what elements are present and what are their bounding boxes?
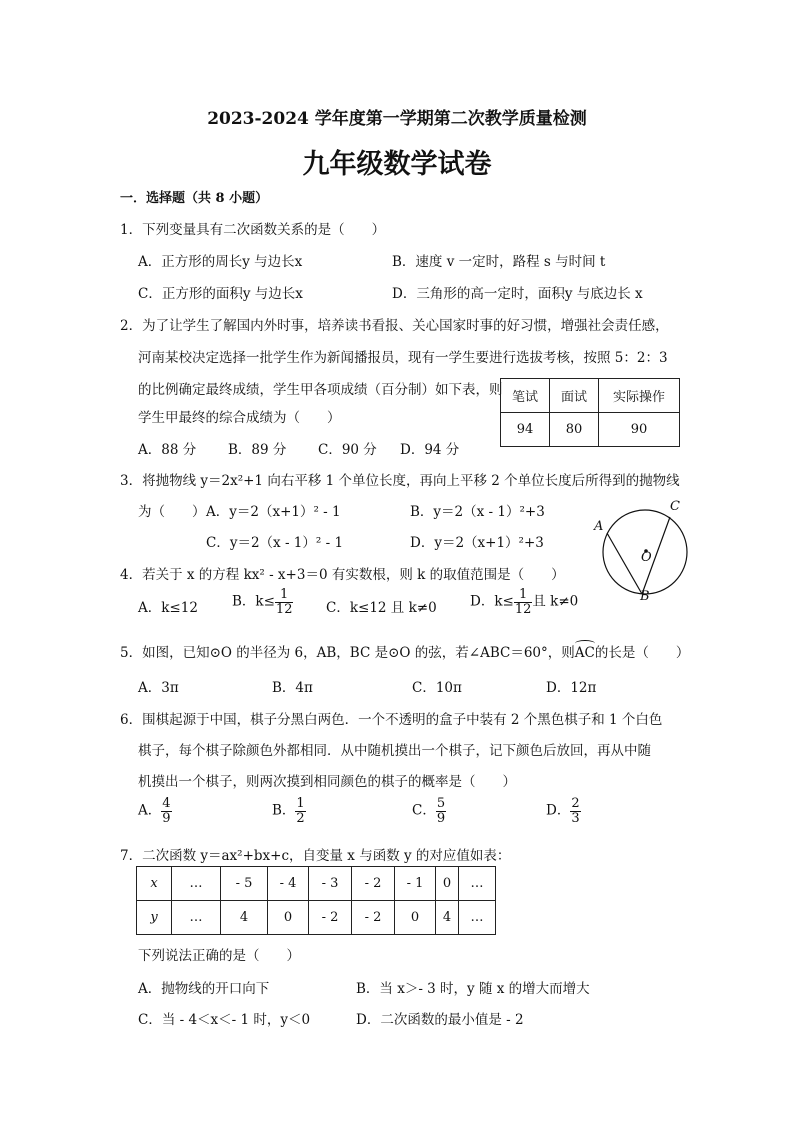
exam-subtitle: 九年级数学试卷 — [302, 149, 492, 180]
q6-b-label: B． — [272, 802, 296, 819]
table-cell: - 1 — [395, 867, 436, 901]
q2-line2: 河南某校决定选择一批学生作为新闻播报员，现有一学生要进行选拔考核，按照 5：2：3 — [138, 350, 668, 366]
table-cell: 80 — [550, 413, 599, 447]
q5-arc-text: AC — [574, 645, 595, 661]
q6-c-num: 5 — [436, 796, 446, 811]
q7-option-a: A．抛物线的开口向下 — [138, 981, 270, 997]
q6-d-den: 3 — [571, 810, 580, 826]
q6-d-label: D． — [546, 802, 571, 819]
table-header-cell: 面试 — [550, 379, 599, 413]
q6-option-d — [546, 797, 581, 825]
q5-option-b: B．4π — [272, 680, 313, 696]
q6-option-a — [138, 797, 172, 825]
q6-b-num: 1 — [296, 796, 305, 811]
q2-line4: 学生甲最终的综合成绩为（ ） — [138, 410, 341, 426]
q6-c-label: C． — [412, 802, 436, 819]
q1-option-b: B．速度 v 一定时，路程 s 与时间 t — [392, 254, 606, 270]
q2-option-d: D．94 分 — [400, 442, 460, 458]
q1-stem: 1．下列变量具有二次函数关系的是（ ） — [120, 222, 386, 238]
label-a: A — [594, 519, 604, 534]
q7-stem: 7．二次函数 y＝ax²+bx+c，自变量 x 与函数 y 的对应值如表： — [120, 848, 511, 864]
q3-line1: 3．将抛物线 y＝2x²+1 向右平移 1 个单位长度，再向上平移 2 个单位长度后所得到的抛物线 — [120, 473, 680, 489]
table-cell: x — [137, 867, 172, 901]
q3-option-a: A．y＝2（x+1）² - 1 — [206, 504, 341, 520]
table-cell: y — [137, 901, 172, 935]
q2-option-c: C．90 分 — [318, 442, 377, 458]
table-cell: 4 — [436, 901, 459, 935]
q5-arc-label — [575, 645, 595, 661]
q5-option-d: D．12π — [546, 680, 597, 696]
q6-d-num: 2 — [571, 796, 580, 811]
q3-option-d: D．y＝2（x+1）²+3 — [410, 535, 544, 551]
q6-d-fraction — [570, 797, 580, 825]
q6-b-den: 2 — [296, 810, 305, 826]
q6-option-b — [272, 797, 306, 825]
q4-option-a: A．k≤12 — [138, 600, 198, 616]
q4-b-fraction — [275, 588, 294, 616]
table-cell: 4 — [221, 901, 268, 935]
q4-b-den: 12 — [275, 601, 293, 617]
table-cell: 0 — [436, 867, 459, 901]
q4-d-prefix: D．k≤ — [470, 593, 514, 610]
q4-option-d — [470, 588, 578, 616]
arc-symbol — [575, 640, 595, 647]
table-cell: 94 — [501, 413, 550, 447]
q4-d-num: 1 — [514, 588, 533, 603]
q2-line1: 2．为了让学生了解国内外时事，培养读书看报、关心国家时事的好习惯，增强社会责任感， — [120, 318, 669, 334]
q6-line1: 6．围棋起源于中国，棋子分黑白两色．一个不透明的盒子中装有 2 个黑色棋子和 1 个白色 — [120, 712, 663, 728]
circle-figure — [590, 497, 700, 607]
q6-a-num: 4 — [162, 796, 171, 811]
q6-a-fraction — [161, 797, 171, 825]
q4-b-num: 1 — [275, 588, 294, 603]
q2-line3: 的比例确定最终成绩，学生甲各项成绩（百分制）如下表，则 — [138, 382, 503, 398]
q2-option-a: A．88 分 — [138, 442, 197, 458]
table-cell: 90 — [599, 413, 680, 447]
q6-c-fraction — [436, 797, 446, 825]
table-cell: - 3 — [309, 867, 352, 901]
q6-a-den: 9 — [162, 810, 171, 826]
q4-option-b — [232, 588, 293, 616]
table-cell: - 4 — [268, 867, 309, 901]
chord-ab — [607, 533, 642, 594]
q6-line2: 棋子，每个棋子除颜色外都相同．从中随机摸出一个棋子，记下颜色后放回，再从中随 — [138, 743, 651, 759]
label-o: O — [641, 550, 652, 565]
q6-c-den: 9 — [436, 810, 446, 826]
q4-d-den: 12 — [514, 601, 532, 617]
q6-option-c — [412, 797, 446, 825]
q7-option-d: D．二次函数的最小值是 - 2 — [356, 1012, 524, 1028]
q1-option-a: A．正方形的周长y 与边长x — [138, 254, 303, 270]
q6-line3: 机摸出一个棋子，则两次摸到相同颜色的棋子的概率是（ ） — [138, 774, 516, 790]
q3-prefix: 为（ ） — [138, 504, 206, 520]
table-header-cell: 笔试 — [501, 379, 550, 413]
q5-stem-a: 5．如图，已知⊙O 的半径为 6，AB，BC 是⊙O 的弦，若∠ABC＝60°，则 — [120, 645, 575, 661]
q5-stem — [120, 641, 689, 661]
q3-option-c: C．y＝2（x - 1）² - 1 — [206, 535, 344, 551]
q5-option-c: C．10π — [412, 680, 462, 696]
table-cell: 0 — [268, 901, 309, 935]
q5-option-a: A．3π — [138, 680, 179, 696]
q6-a-label: A． — [138, 802, 162, 819]
table-header-cell: 实际操作 — [599, 379, 680, 413]
table-cell: … — [459, 867, 496, 901]
q4-option-c: C．k≤12 且 k≠0 — [326, 600, 437, 616]
q7-option-c: C．当 - 4＜x＜- 1 时，y＜0 — [138, 1012, 311, 1028]
q6-b-fraction — [295, 797, 305, 825]
table-cell: - 2 — [309, 901, 352, 935]
q3-option-b: B．y＝2（x - 1）²+3 — [410, 504, 545, 520]
q1-option-c: C．正方形的面积y 与边长x — [138, 286, 303, 302]
q1-option-d: D．三角形的高一定时，面积y 与底边长 x — [392, 286, 643, 302]
q4-stem: 4．若关于 x 的方程 kx² - x+3＝0 有实数根，则 k 的取值范围是（ ） — [120, 567, 565, 583]
table-cell: … — [172, 867, 221, 901]
table-cell: - 2 — [352, 901, 395, 935]
q7-prompt: 下列说法正确的是（ ） — [138, 948, 300, 964]
exam-title: 2023-2024 学年度第一学期第二次教学质量检测 — [207, 109, 587, 129]
q4-d-fraction — [514, 588, 533, 616]
table-cell: - 5 — [221, 867, 268, 901]
section-heading: 一．选择题（共 8 小题） — [120, 191, 269, 206]
table-cell: … — [172, 901, 221, 935]
q7-option-b: B．当 x＞- 3 时，y 随 x 的增大而增大 — [356, 981, 590, 997]
label-c: C — [670, 499, 680, 514]
q4-b-prefix: B．k≤ — [232, 593, 275, 610]
label-b: B — [640, 589, 650, 604]
q7-value-table — [136, 866, 496, 935]
q4-d-suffix: 且 k≠0 — [532, 593, 579, 610]
table-cell: 0 — [395, 901, 436, 935]
q2-option-b: B．89 分 — [228, 442, 287, 458]
table-cell: … — [459, 901, 496, 935]
table-cell: - 2 — [352, 867, 395, 901]
q2-score-table — [500, 378, 680, 447]
q5-stem-b: 的长是（ ） — [594, 645, 690, 661]
